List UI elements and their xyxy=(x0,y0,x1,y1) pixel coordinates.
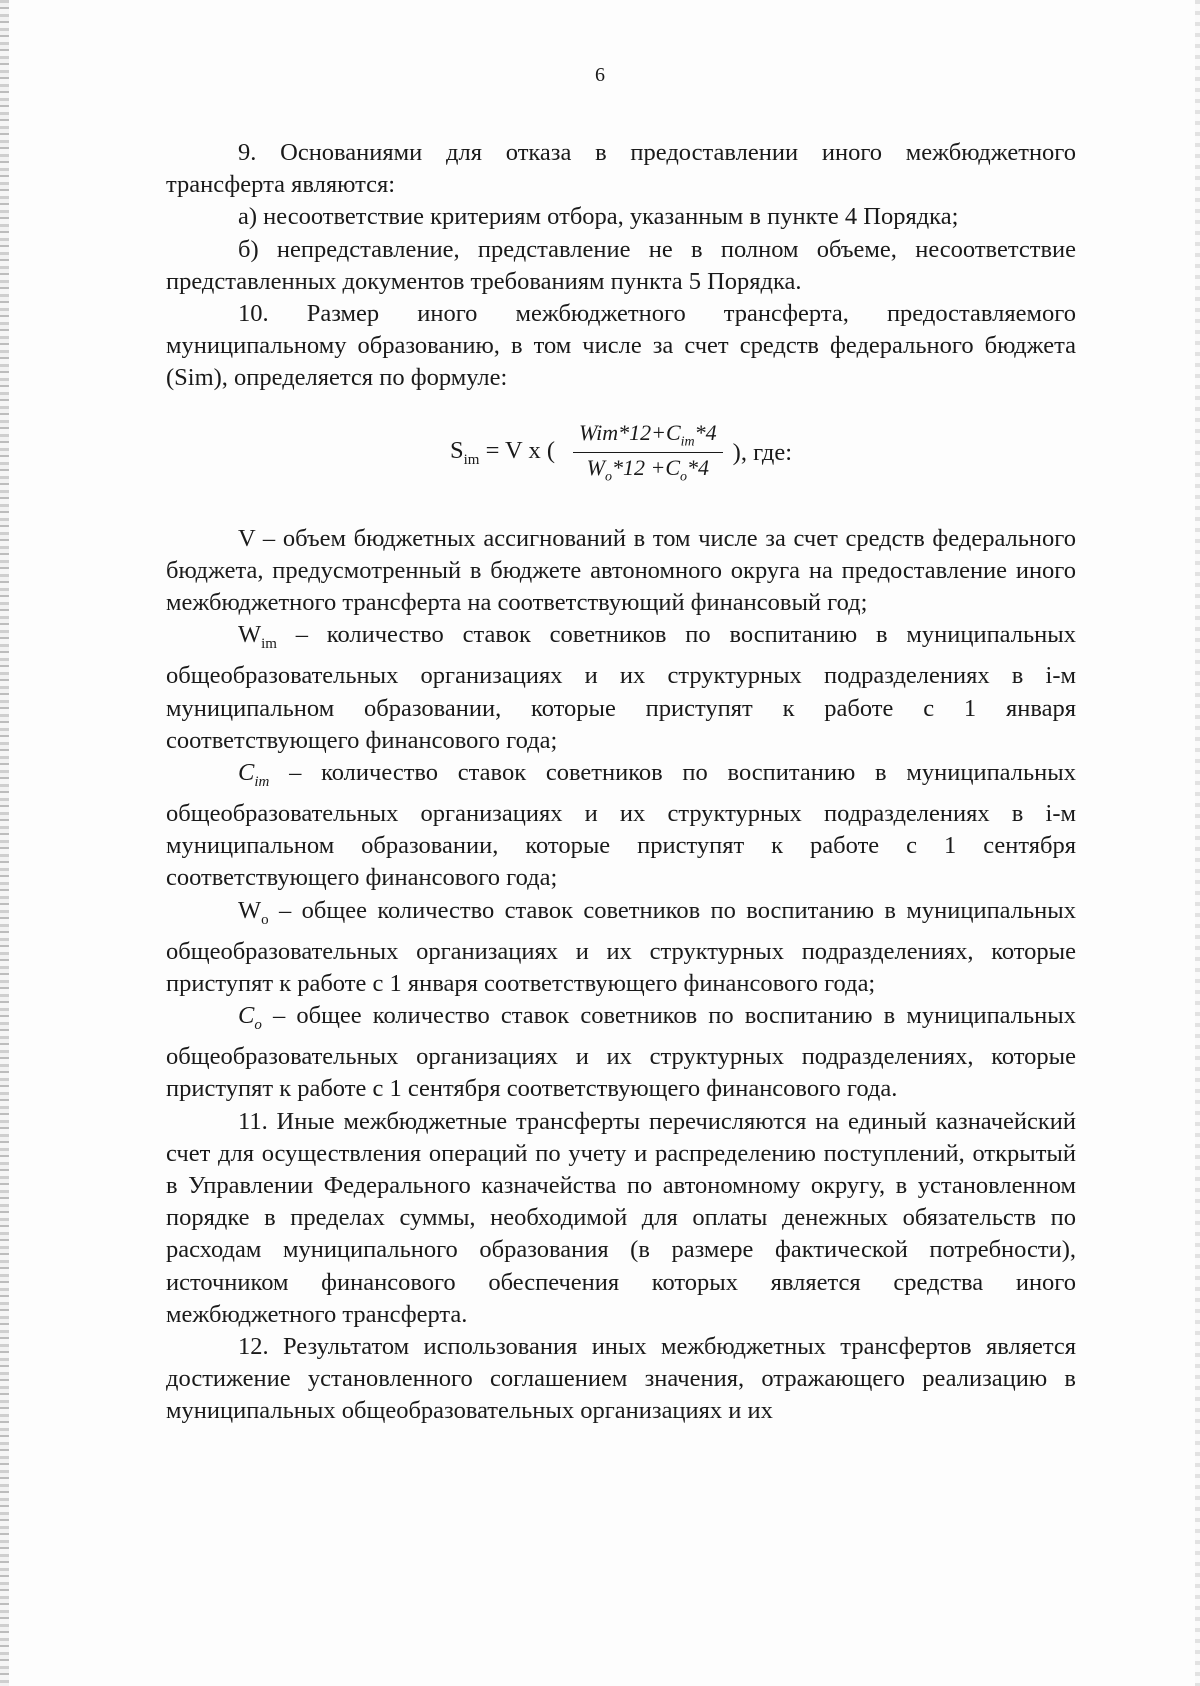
definition-cim xyxy=(166,757,1076,895)
denominator-w: W xyxy=(586,455,605,481)
definition-wo-text: – общее количество ставок советников по воспитанию в муниципальных общеобразовательных организациях и их структурных подразделениях, которые приступят к работе с 1 января соответствующего финансового года; xyxy=(166,896,1076,997)
definition-wo xyxy=(166,895,1076,1001)
paragraph-9-a: а) несоответствие критериям отбора, указанным в пункте 4 Порядка; xyxy=(238,203,959,231)
denominator-mid: *12 + xyxy=(611,455,666,481)
definition-wim-text: – количество ставок советников по воспитанию в муниципальных общеобразовательных организациях и их структурных подразделениях в i-м муниципальном образовании, которые приступят к работе с 1 января соответствующего финансового года; xyxy=(166,621,1076,754)
formula-suffix: ), где: xyxy=(732,438,793,466)
formula-numerator xyxy=(573,420,723,453)
formula xyxy=(166,407,1076,499)
symbol-wo-sub: o xyxy=(261,911,269,928)
spacer xyxy=(166,509,1076,523)
paragraph-11: 11. Иные межбюджетные трансферты перечисляются на единый казначейский счет для осуществления операций по учету и распределению поступлений, открытый в Управлении Федерального казначейства по автономному округу, в установленном порядке в пределах суммы, необходимой для оплаты денежных обязательств по расходам муниципального образования (в размере фактической потребности), источником финансового обеспечения которых является средства иного межбюджетного трансферта. xyxy=(166,1107,1076,1328)
formula-lhs-base: S xyxy=(449,436,464,464)
denominator-w-sub: o xyxy=(604,469,612,485)
paragraph-10-intro: 10. Размер иного межбюджетного трансферта, предоставляемого муниципальному образованию, в том числе за счет средств федерального бюджета (Sim), определяется по формуле: xyxy=(166,300,1076,392)
paragraph-9-b: б) непредставление, представление не в полном объеме, несоответствие представленных документов требованиям пункта 5 Порядка. xyxy=(166,235,1076,295)
formula-lhs xyxy=(450,437,555,469)
denominator-c-sub: o xyxy=(680,469,687,485)
symbol-wim xyxy=(238,621,277,653)
symbol-cim-base: C xyxy=(238,758,255,786)
formula-fraction xyxy=(573,420,723,486)
scan-edge-right xyxy=(1195,0,1200,1686)
scan-edge-left xyxy=(0,0,9,1686)
definition-v: V – объем бюджетных ассигнований в том числе за счет средств федерального бюджета, предусмотренный в бюджете автономного округа на предоставление иного межбюджетного трансферта на соответствующий финансовый год; xyxy=(166,524,1076,617)
definition-cim-text: – количество ставок советников по воспитанию в муниципальных общеобразовательных организациях и их структурных подразделениях в i-м муниципальном образовании, которые приступят к работе с 1 сентября соответствующего финансового года; xyxy=(166,758,1076,892)
symbol-wim-sub: im xyxy=(261,636,277,653)
formula-lhs-sub: im xyxy=(463,451,480,468)
page-number: 6 xyxy=(595,64,605,86)
denominator-c: C xyxy=(665,455,680,481)
numerator-c: C xyxy=(665,419,681,445)
symbol-wo-base: W xyxy=(238,896,262,924)
paragraph-9-intro: 9. Основаниями для отказа в предоставлении иного межбюджетного трансферта являются: xyxy=(166,139,1076,199)
symbol-cim-sub: im xyxy=(254,773,270,790)
symbol-co-base: C xyxy=(238,1002,255,1030)
definition-wim xyxy=(166,619,1076,757)
definition-co xyxy=(166,1000,1076,1106)
symbol-cim xyxy=(238,758,270,790)
symbol-wim-base: W xyxy=(238,621,262,649)
symbol-co-sub: o xyxy=(254,1017,262,1034)
numerator-c-sub: im xyxy=(680,434,695,450)
definition-co-text: – общее количество ставок советников по воспитанию в муниципальных общеобразовательных организациях и их структурных подразделениях, которые приступят к работе с 1 сентября соответствующего финансового года. xyxy=(166,1002,1076,1103)
document-body xyxy=(166,137,1076,1428)
numerator-mid: *12+ xyxy=(618,419,666,445)
denominator-tail: *4 xyxy=(687,455,709,481)
formula-eq-prefix: = V x ( xyxy=(479,436,555,464)
symbol-co xyxy=(238,1002,262,1034)
numerator-tail: *4 xyxy=(694,419,717,445)
paragraph-12: 12. Результатом использования иных межбюджетных трансфертов является достижение установленного соглашением значения, отражающего реализацию в муниципальных общеобразовательных организациях и их xyxy=(166,1333,1076,1425)
formula-denominator xyxy=(581,453,715,485)
numerator-w: Wim xyxy=(578,419,619,445)
symbol-wo xyxy=(238,896,269,928)
